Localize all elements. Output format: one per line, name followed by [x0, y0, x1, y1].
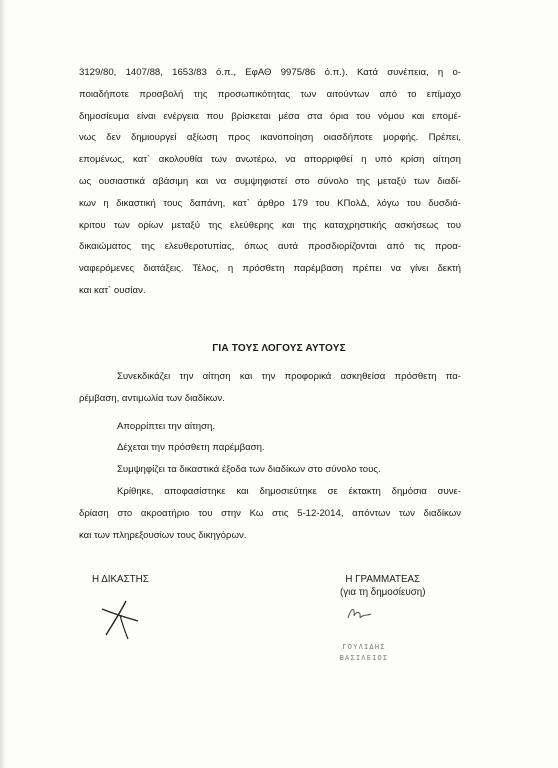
- body-line: επομένως, κατ` ακολουθία των ανωτέρω, να απορριφθεί η υπό κρίση αίτηση: [79, 154, 461, 166]
- section-heading: ΓΙΑ ΤΟΥΣ ΛΟΓΟΥΣ ΑΥΤΟΥΣ: [212, 343, 346, 354]
- ruling-line: Απορρίπτει την αίτηση.: [117, 420, 216, 432]
- judge-signature-label: Η ΔΙΚΑΣΤΗΣ: [92, 574, 149, 585]
- name-stamp: [333, 642, 395, 664]
- ruling-line: Δέχεται την πρόσθετη παρέμβαση.: [117, 442, 265, 454]
- ruling-section: [79, 366, 461, 546]
- body-line: 3129/80, 1407/88, 1653/83 ό.π., ΕφΑΘ 9975/86 ό.π.). Κατά συνέπεια, η ο-: [79, 67, 461, 78]
- body-paragraph: [79, 62, 461, 302]
- ruling-line: ρέμβαση, αντιμωλία των διαδίκων.: [79, 392, 225, 404]
- ruling-line: και των πληρεξουσίων τους δικηγόρων.: [79, 529, 247, 541]
- clerk-signature-label: Η ΓΡΑΜΜΑΤΕΑΣ: [345, 574, 421, 585]
- body-line: νως δεν δημιουργεί αξίωση προς ικανοποίηση οιασδήποτε μορφής. Πρέπει,: [79, 132, 461, 144]
- body-line: κριτου των ορίων μεταξύ της ελεύθερης και της καταχρηστικής ασκήσεως του: [79, 219, 461, 231]
- body-line: και κατ` ουσίαν.: [79, 284, 146, 296]
- body-line: δημοσίευμα είναι ενέργεια που βρίσκεται μέσα στα όρια του νόμου και επομέ-: [79, 110, 461, 122]
- clerk-signature-note: (για τη δημοσίευση): [340, 587, 426, 598]
- stamp-line: ΒΑΣΙΛΕΙΟΣ: [339, 654, 389, 662]
- ruling-line: Κρίθηκε, αποφασίστηκε και δημοσιεύτηκε σε έκτακτη δημόσια συνε-: [117, 485, 461, 497]
- page-edge-shadow: [0, 0, 6, 768]
- body-line: ναφερόμενες διατάξεις. Τέλος, η πρόσθετη παρέμβαση πρέπει να γίνει δεκτή: [79, 263, 461, 275]
- body-line: κων η δικαστική τους δαπάνη, κατ` άρθρο 179 του ΚΠολΔ, λόγω του δυσδιά-: [79, 197, 461, 209]
- body-line: ποιαδήποτε προσβολή της προσωπικότητας των αιτούντων από το επίμαχο: [79, 88, 461, 100]
- ruling-line: δρίαση στο ακροατήριο του στην Κω στις 5-12-2014, απόντων των διαδίκων: [79, 507, 461, 519]
- judge-signature-scribble: [98, 595, 148, 641]
- body-line: δικαιώματος της ελευθεροτυπίας, όπως αυτά προσδιορίζονται από τις προα-: [79, 241, 461, 253]
- ruling-line: Συμψηφίζει τα δικαστικά έξοδα των διαδίκων στο σύνολο τους.: [117, 464, 381, 476]
- clerk-signature-block: [340, 574, 425, 598]
- clerk-signature-scribble: [345, 604, 375, 624]
- stamp-line: ΓΟΥΛΙΔΗΣ: [342, 643, 386, 651]
- body-line: ως ουσιαστικά αβάσιμη και να συμψηφιστεί στο σύνολο της μεταξύ των διαδί-: [79, 175, 461, 187]
- ruling-line: Συνεκδικάζει την αίτηση και την προφορικά ασκηθείσα πρόσθετη πα-: [117, 371, 461, 382]
